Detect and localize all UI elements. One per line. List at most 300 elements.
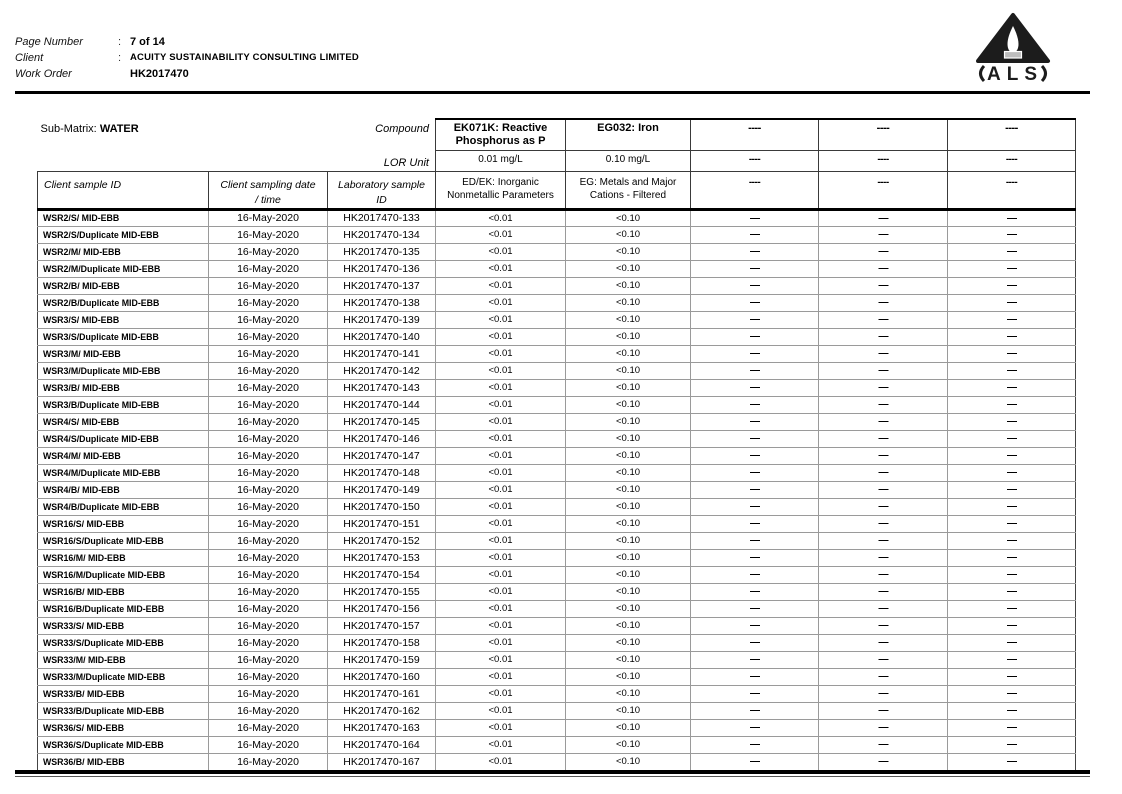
lab-sample-id-cell: HK2017470-139 xyxy=(328,311,436,328)
lab-sample-id-cell: HK2017470-162 xyxy=(328,702,436,719)
lab-sample-id-cell: HK2017470-143 xyxy=(328,379,436,396)
result-cell: — xyxy=(948,753,1076,770)
result-cell: — xyxy=(819,566,948,583)
client-label: Client xyxy=(15,52,44,64)
sampling-date-cell: 16-May-2020 xyxy=(209,583,328,600)
result-cell: — xyxy=(819,685,948,702)
result-cell: — xyxy=(948,515,1076,532)
client-sample-id-cell: WSR4/B/ MID-EBB xyxy=(38,481,209,498)
sampling-date-cell: 16-May-2020 xyxy=(209,345,328,362)
result-cell: — xyxy=(819,413,948,430)
result-cell: <0.01 xyxy=(436,685,566,702)
sub-matrix xyxy=(41,123,139,135)
result-cell: <0.10 xyxy=(566,702,691,719)
client-sample-id-cell: WSR33/S/Duplicate MID-EBB xyxy=(38,634,209,651)
client-sample-id-cell: WSR16/B/ MID-EBB xyxy=(38,583,209,600)
compound-name-cell: EG032: Iron xyxy=(566,119,691,151)
result-cell: — xyxy=(948,549,1076,566)
page-number-value: 7 of 14 xyxy=(130,36,165,48)
client-sample-id-cell: WSR3/M/ MID-EBB xyxy=(38,345,209,362)
sampling-date-cell: 16-May-2020 xyxy=(209,328,328,345)
client-sample-id-cell: WSR16/B/Duplicate MID-EBB xyxy=(38,600,209,617)
result-cell: — xyxy=(691,617,819,634)
lab-sample-id-cell: HK2017470-145 xyxy=(328,413,436,430)
result-cell: — xyxy=(948,311,1076,328)
result-cell: — xyxy=(948,702,1076,719)
result-cell: — xyxy=(948,498,1076,515)
result-cell: — xyxy=(948,396,1076,413)
sample-row xyxy=(38,430,1076,447)
sampling-date-cell: 16-May-2020 xyxy=(209,515,328,532)
client-sample-id-cell: WSR33/M/ MID-EBB xyxy=(38,651,209,668)
client-sample-id-cell: WSR16/S/Duplicate MID-EBB xyxy=(38,532,209,549)
result-cell: — xyxy=(948,447,1076,464)
sub-matrix-label: Sub-Matrix: xyxy=(40,123,97,135)
compound-label: Compound xyxy=(375,123,429,135)
result-cell: — xyxy=(948,532,1076,549)
result-cell: <0.10 xyxy=(566,498,691,515)
header-rule xyxy=(15,91,1090,94)
result-cell: — xyxy=(819,481,948,498)
sampling-date-cell: 16-May-2020 xyxy=(209,549,328,566)
sub-matrix-value: WATER xyxy=(99,123,139,135)
result-cell: — xyxy=(819,736,948,753)
result-cell: — xyxy=(691,702,819,719)
result-cell: <0.01 xyxy=(436,396,566,413)
result-cell: — xyxy=(691,719,819,736)
sample-row xyxy=(38,396,1076,413)
result-cell: <0.10 xyxy=(566,532,691,549)
result-cell: — xyxy=(691,498,819,515)
sample-row xyxy=(38,345,1076,362)
result-cell: — xyxy=(691,345,819,362)
result-cell: <0.01 xyxy=(436,260,566,277)
lab-sample-id-cell: HK2017470-152 xyxy=(328,532,436,549)
client-sample-id-cell: WSR4/M/ MID-EBB xyxy=(38,447,209,464)
result-cell: — xyxy=(691,583,819,600)
result-cell: — xyxy=(948,277,1076,294)
lor-cell: ---- xyxy=(948,151,1076,172)
sample-row xyxy=(38,311,1076,328)
client-sample-id-cell: WSR3/M/Duplicate MID-EBB xyxy=(38,362,209,379)
sample-row xyxy=(38,481,1076,498)
result-cell: <0.01 xyxy=(436,481,566,498)
result-cell: <0.01 xyxy=(436,498,566,515)
client-sample-id-cell: WSR3/B/ MID-EBB xyxy=(38,379,209,396)
sample-row xyxy=(38,498,1076,515)
client-sample-id-cell: WSR16/M/Duplicate MID-EBB xyxy=(38,566,209,583)
client-sample-id-cell: WSR33/B/Duplicate MID-EBB xyxy=(38,702,209,719)
lab-sample-id-cell: HK2017470-154 xyxy=(328,566,436,583)
result-cell: — xyxy=(691,549,819,566)
client-sample-id-cell: WSR4/S/Duplicate MID-EBB xyxy=(38,430,209,447)
lab-sample-id-cell: HK2017470-133 xyxy=(328,209,436,226)
result-cell: <0.10 xyxy=(566,515,691,532)
result-cell: — xyxy=(948,668,1076,685)
result-cell: — xyxy=(691,481,819,498)
result-cell: — xyxy=(948,413,1076,430)
results-table xyxy=(37,118,1076,771)
result-cell: — xyxy=(948,243,1076,260)
result-cell: <0.01 xyxy=(436,702,566,719)
result-cell: — xyxy=(691,447,819,464)
method-group-cell: EG: Metals and Major Cations - Filtered xyxy=(566,171,691,209)
sampling-date-cell: 16-May-2020 xyxy=(209,481,328,498)
sample-row xyxy=(38,362,1076,379)
lab-sample-id-cell: HK2017470-153 xyxy=(328,549,436,566)
result-cell: — xyxy=(948,651,1076,668)
sampling-date-cell: 16-May-2020 xyxy=(209,464,328,481)
result-cell: — xyxy=(948,481,1076,498)
result-cell: — xyxy=(819,260,948,277)
lab-sample-id-cell: HK2017470-157 xyxy=(328,617,436,634)
result-cell: <0.10 xyxy=(566,413,691,430)
lab-sample-id-cell: HK2017470-140 xyxy=(328,328,436,345)
sample-row xyxy=(38,566,1076,583)
result-cell: <0.01 xyxy=(436,345,566,362)
sampling-date-cell: 16-May-2020 xyxy=(209,668,328,685)
client-sample-id-cell: WSR33/S/ MID-EBB xyxy=(38,617,209,634)
lor-unit-label: LOR Unit xyxy=(383,156,429,169)
client-sample-id-cell: WSR16/S/ MID-EBB xyxy=(38,515,209,532)
sampling-date-cell: 16-May-2020 xyxy=(209,651,328,668)
result-cell: <0.10 xyxy=(566,634,691,651)
result-cell: — xyxy=(948,379,1076,396)
result-cell: <0.10 xyxy=(566,447,691,464)
sampling-date-cell: 16-May-2020 xyxy=(209,226,328,243)
compound-name-cell: ---- xyxy=(691,119,819,151)
result-cell: — xyxy=(948,719,1076,736)
result-cell: <0.01 xyxy=(436,566,566,583)
result-cell: — xyxy=(819,294,948,311)
client-value: ACUITY SUSTAINABILITY CONSULTING LIMITED xyxy=(130,52,359,63)
lab-sample-id-cell: HK2017470-167 xyxy=(328,753,436,770)
lab-sample-id-cell: HK2017470-142 xyxy=(328,362,436,379)
sample-row xyxy=(38,719,1076,736)
sample-row xyxy=(38,634,1076,651)
sample-row xyxy=(38,243,1076,260)
result-cell: — xyxy=(948,617,1076,634)
result-cell: — xyxy=(819,651,948,668)
result-cell: — xyxy=(948,634,1076,651)
sampling-date-cell: 16-May-2020 xyxy=(209,430,328,447)
result-cell: — xyxy=(948,362,1076,379)
result-cell: — xyxy=(819,311,948,328)
result-cell: — xyxy=(691,515,819,532)
result-cell: — xyxy=(691,260,819,277)
result-cell: — xyxy=(948,328,1076,345)
sampling-date-cell: 16-May-2020 xyxy=(209,396,328,413)
client-row xyxy=(15,50,1090,66)
lab-sample-id-cell: HK2017470-144 xyxy=(328,396,436,413)
sampling-date-cell: 16-May-2020 xyxy=(209,498,328,515)
lor-cell: ---- xyxy=(819,151,948,172)
result-cell: <0.10 xyxy=(566,600,691,617)
lab-sample-id-cell: HK2017470-150 xyxy=(328,498,436,515)
result-cell: <0.10 xyxy=(566,209,691,226)
result-cell: — xyxy=(948,464,1076,481)
lor-cell: ---- xyxy=(691,151,819,172)
compound-name-cell: ---- xyxy=(819,119,948,151)
result-cell: <0.10 xyxy=(566,260,691,277)
result-cell: — xyxy=(948,583,1076,600)
result-cell: — xyxy=(819,379,948,396)
client-sample-id-cell: WSR36/B/ MID-EBB xyxy=(38,753,209,770)
result-cell: <0.01 xyxy=(436,583,566,600)
client-sample-id-cell: WSR33/B/ MID-EBB xyxy=(38,685,209,702)
result-cell: — xyxy=(819,753,948,770)
compound-name-cell: ---- xyxy=(948,119,1076,151)
column-titles-row xyxy=(38,171,1076,209)
result-cell: — xyxy=(691,311,819,328)
colon: : xyxy=(118,52,122,64)
result-cell: — xyxy=(691,736,819,753)
result-cell: <0.01 xyxy=(436,362,566,379)
result-cell: — xyxy=(819,515,948,532)
lor-cell: 0.01 mg/L xyxy=(436,151,566,172)
result-cell: <0.01 xyxy=(436,226,566,243)
lab-sample-id-cell: HK2017470-137 xyxy=(328,277,436,294)
result-cell: <0.01 xyxy=(436,651,566,668)
sample-row xyxy=(38,600,1076,617)
client-sample-id-cell: WSR4/M/Duplicate MID-EBB xyxy=(38,464,209,481)
lor-cell: 0.10 mg/L xyxy=(566,151,691,172)
als-logo-icon xyxy=(968,12,1058,84)
sample-row xyxy=(38,447,1076,464)
compound-header-row xyxy=(38,119,1076,151)
result-cell: — xyxy=(948,226,1076,243)
result-cell: <0.01 xyxy=(436,668,566,685)
sample-row xyxy=(38,413,1076,430)
sampling-date-cell: 16-May-2020 xyxy=(209,736,328,753)
sample-row xyxy=(38,617,1076,634)
result-cell: — xyxy=(819,549,948,566)
lab-sample-id-cell: HK2017470-138 xyxy=(328,294,436,311)
lab-sample-id-cell: HK2017470-159 xyxy=(328,651,436,668)
sampling-date-cell: 16-May-2020 xyxy=(209,379,328,396)
result-cell: <0.10 xyxy=(566,549,691,566)
result-cell: <0.01 xyxy=(436,753,566,770)
sample-row xyxy=(38,702,1076,719)
result-cell: <0.01 xyxy=(436,430,566,447)
sample-row xyxy=(38,736,1076,753)
result-cell: — xyxy=(691,226,819,243)
sampling-date-cell: 16-May-2020 xyxy=(209,566,328,583)
sample-row xyxy=(38,379,1076,396)
result-cell: — xyxy=(691,209,819,226)
result-cell: <0.10 xyxy=(566,396,691,413)
sampling-date-cell: 16-May-2020 xyxy=(209,243,328,260)
sample-row xyxy=(38,685,1076,702)
method-group-cell: ---- xyxy=(819,171,948,209)
sample-row xyxy=(38,294,1076,311)
result-cell: — xyxy=(691,600,819,617)
lab-sample-id-cell: HK2017470-146 xyxy=(328,430,436,447)
result-cell: — xyxy=(948,685,1076,702)
result-cell: — xyxy=(948,736,1076,753)
method-group-cell: ED/EK: Inorganic Nonmetallic Parameters xyxy=(436,171,566,209)
method-group-cell: ---- xyxy=(948,171,1076,209)
result-cell: — xyxy=(819,226,948,243)
lab-sample-id-cell: HK2017470-141 xyxy=(328,345,436,362)
sampling-date-cell: 16-May-2020 xyxy=(209,600,328,617)
result-cell: — xyxy=(948,294,1076,311)
als-logo-text: ALS xyxy=(987,64,1043,84)
result-cell: — xyxy=(819,668,948,685)
client-sample-id-cell: WSR3/B/Duplicate MID-EBB xyxy=(38,396,209,413)
result-cell: — xyxy=(691,634,819,651)
result-cell: — xyxy=(691,379,819,396)
result-cell: <0.01 xyxy=(436,719,566,736)
result-cell: — xyxy=(948,430,1076,447)
sample-row xyxy=(38,277,1076,294)
page-number-label: Page Number xyxy=(15,36,83,48)
lab-sample-id-cell: HK2017470-149 xyxy=(328,481,436,498)
sampling-date-cell: 16-May-2020 xyxy=(209,634,328,651)
sampling-date-cell: 16-May-2020 xyxy=(209,753,328,770)
result-cell: — xyxy=(948,600,1076,617)
result-cell: — xyxy=(948,566,1076,583)
result-cell: <0.01 xyxy=(436,617,566,634)
lab-sample-id-cell: HK2017470-160 xyxy=(328,668,436,685)
result-cell: — xyxy=(691,362,819,379)
lab-sample-id-cell: HK2017470-156 xyxy=(328,600,436,617)
result-cell: — xyxy=(691,753,819,770)
lab-sample-id-cell: HK2017470-134 xyxy=(328,226,436,243)
result-cell: <0.10 xyxy=(566,651,691,668)
result-cell: <0.01 xyxy=(436,243,566,260)
result-cell: <0.01 xyxy=(436,379,566,396)
client-sample-id-cell: WSR16/M/ MID-EBB xyxy=(38,549,209,566)
sampling-date-cell: 16-May-2020 xyxy=(209,617,328,634)
result-cell: — xyxy=(691,566,819,583)
sample-row xyxy=(38,260,1076,277)
result-cell: — xyxy=(819,209,948,226)
lab-sample-id-cell: HK2017470-135 xyxy=(328,243,436,260)
footer-rule xyxy=(15,770,1090,777)
result-cell: — xyxy=(948,260,1076,277)
client-sample-id-cell: WSR2/M/Duplicate MID-EBB xyxy=(38,260,209,277)
result-cell: — xyxy=(948,209,1076,226)
result-cell: <0.01 xyxy=(436,328,566,345)
compound-name-cell: EK071K: Reactive Phosphorus as P xyxy=(436,119,566,151)
result-cell: — xyxy=(819,396,948,413)
lab-sample-id-cell: HK2017470-163 xyxy=(328,719,436,736)
result-cell: <0.10 xyxy=(566,226,691,243)
sampling-date-cell: 16-May-2020 xyxy=(209,277,328,294)
colon: : xyxy=(118,36,122,48)
lab-sample-id-cell: HK2017470-136 xyxy=(328,260,436,277)
result-cell: <0.01 xyxy=(436,736,566,753)
result-cell: — xyxy=(691,294,819,311)
result-cell: <0.10 xyxy=(566,736,691,753)
result-cell: <0.10 xyxy=(566,345,691,362)
page-header xyxy=(15,34,1090,82)
result-cell: <0.10 xyxy=(566,311,691,328)
result-cell: — xyxy=(691,532,819,549)
result-cell: <0.10 xyxy=(566,617,691,634)
sample-row xyxy=(38,668,1076,685)
result-cell: — xyxy=(819,345,948,362)
client-sample-id-cell: WSR4/B/Duplicate MID-EBB xyxy=(38,498,209,515)
sample-row xyxy=(38,583,1076,600)
result-cell: <0.01 xyxy=(436,311,566,328)
sampling-date-cell: 16-May-2020 xyxy=(209,311,328,328)
client-sample-id-cell: WSR3/S/Duplicate MID-EBB xyxy=(38,328,209,345)
result-cell: — xyxy=(948,345,1076,362)
sample-row xyxy=(38,226,1076,243)
result-cell: <0.10 xyxy=(566,294,691,311)
client-sample-id-cell: WSR36/S/ MID-EBB xyxy=(38,719,209,736)
result-cell: — xyxy=(819,617,948,634)
result-cell: — xyxy=(691,277,819,294)
sampling-date-cell: 16-May-2020 xyxy=(209,719,328,736)
result-cell: <0.01 xyxy=(436,277,566,294)
result-cell: <0.01 xyxy=(436,447,566,464)
result-cell: — xyxy=(691,668,819,685)
result-cell: <0.01 xyxy=(436,515,566,532)
client-sample-id-cell: WSR2/B/ MID-EBB xyxy=(38,277,209,294)
sample-row xyxy=(38,515,1076,532)
result-cell: <0.10 xyxy=(566,430,691,447)
submatrix-compound-cell xyxy=(38,119,436,151)
result-cell: — xyxy=(819,600,948,617)
lab-sample-id-cell: HK2017470-148 xyxy=(328,464,436,481)
client-sample-id-cell: WSR2/M/ MID-EBB xyxy=(38,243,209,260)
result-cell: — xyxy=(819,532,948,549)
result-cell: — xyxy=(819,277,948,294)
lab-sample-id-cell: HK2017470-151 xyxy=(328,515,436,532)
result-cell: <0.10 xyxy=(566,362,691,379)
als-logo xyxy=(968,12,1058,84)
sampling-date-cell: 16-May-2020 xyxy=(209,362,328,379)
result-cell: <0.01 xyxy=(436,634,566,651)
sample-row xyxy=(38,753,1076,770)
result-cell: — xyxy=(691,413,819,430)
result-cell: — xyxy=(819,498,948,515)
result-cell: — xyxy=(691,651,819,668)
client-sample-id-cell: WSR33/M/Duplicate MID-EBB xyxy=(38,668,209,685)
sample-row xyxy=(38,549,1076,566)
result-cell: — xyxy=(819,430,948,447)
result-cell: <0.01 xyxy=(436,464,566,481)
result-cell: <0.10 xyxy=(566,481,691,498)
work-order-row xyxy=(15,66,1090,82)
colon xyxy=(118,66,130,82)
sampling-date-header: Client sampling date / time xyxy=(209,171,328,209)
lab-sample-id-header: Laboratory sample ID xyxy=(328,171,436,209)
result-cell: <0.10 xyxy=(566,583,691,600)
lor-unit-label-cell xyxy=(38,151,436,172)
result-cell: <0.01 xyxy=(436,532,566,549)
result-cell: — xyxy=(819,583,948,600)
result-cell: — xyxy=(691,464,819,481)
result-cell: <0.10 xyxy=(566,328,691,345)
result-cell: <0.10 xyxy=(566,464,691,481)
result-cell: <0.10 xyxy=(566,379,691,396)
result-cell: <0.10 xyxy=(566,753,691,770)
sample-row xyxy=(38,651,1076,668)
result-cell: <0.01 xyxy=(436,600,566,617)
result-cell: — xyxy=(819,702,948,719)
sample-row xyxy=(38,532,1076,549)
lab-sample-id-cell: HK2017470-147 xyxy=(328,447,436,464)
sampling-date-cell: 16-May-2020 xyxy=(209,209,328,226)
client-sample-id-cell: WSR3/S/ MID-EBB xyxy=(38,311,209,328)
sample-row xyxy=(38,464,1076,481)
work-order-label: Work Order xyxy=(15,68,72,80)
client-sample-id-cell: WSR2/S/ MID-EBB xyxy=(38,209,209,226)
